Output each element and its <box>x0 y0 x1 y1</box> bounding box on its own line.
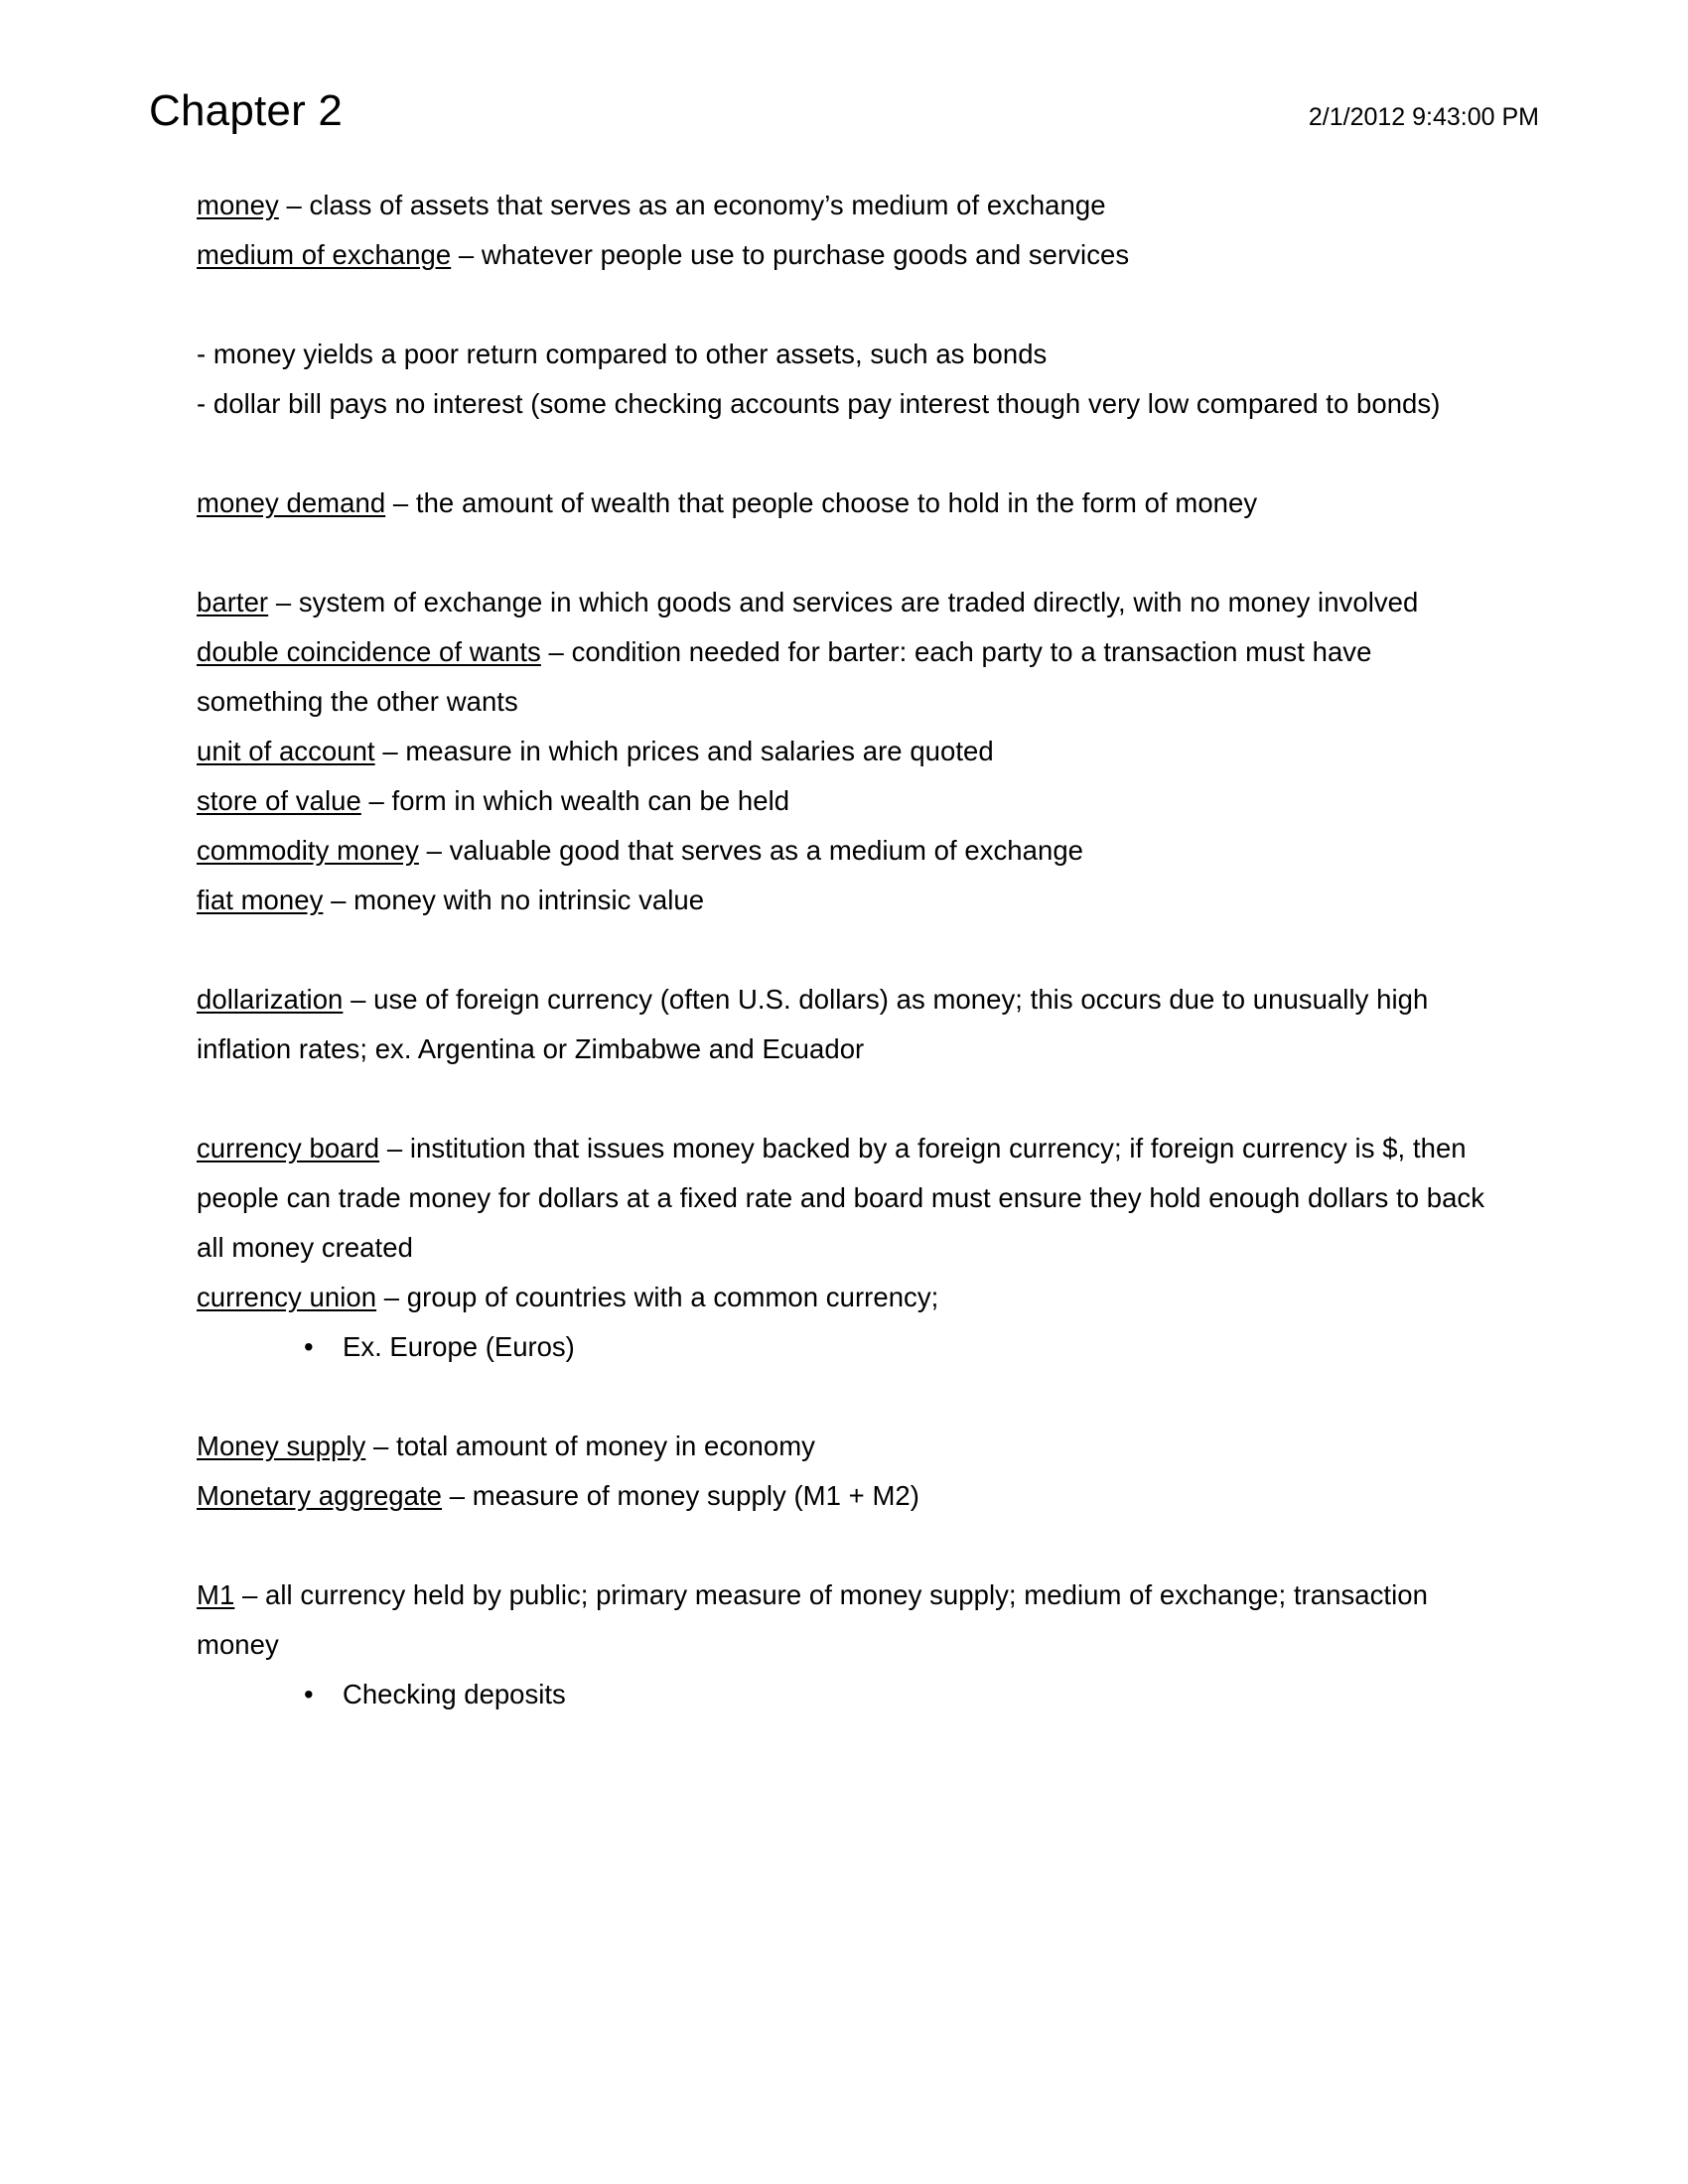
definition-line <box>197 578 1487 627</box>
paragraph-spacer <box>197 280 1487 330</box>
definition-line <box>197 876 1487 925</box>
paragraph-spacer <box>197 1372 1487 1422</box>
definition-line <box>197 1422 1487 1471</box>
document-body <box>197 181 1487 1719</box>
paragraph-spacer <box>197 1521 1487 1570</box>
defined-term: money <box>197 190 279 220</box>
definition-text: – condition needed for barter: each party to a transaction must have something the other wants <box>197 636 1372 717</box>
defined-term: double coincidence of wants <box>197 636 541 667</box>
defined-term: Money supply <box>197 1431 366 1461</box>
definition-line <box>197 181 1487 230</box>
paragraph-spacer <box>197 528 1487 578</box>
list-item <box>197 1670 1487 1719</box>
defined-term: fiat money <box>197 885 324 915</box>
definition-text: – class of assets that serves as an economy’s medium of exchange <box>278 190 1106 220</box>
document-header <box>149 87 1539 136</box>
definition-line <box>197 627 1487 727</box>
definition-line <box>197 1570 1487 1670</box>
defined-term: M1 <box>197 1579 235 1610</box>
definition-line <box>197 230 1487 280</box>
defined-term: currency board <box>197 1133 380 1163</box>
page-title: Chapter 2 <box>149 86 344 135</box>
paragraph-spacer <box>197 925 1487 975</box>
definition-text: – use of foreign currency (often U.S. dollars) as money; this occurs due to unusually high inflation rates; ex. Argentina or Zimbabwe and Ecuador <box>197 984 1429 1064</box>
definition-line <box>197 478 1487 528</box>
definition-text: – measure of money supply (M1 + M2) <box>442 1480 919 1511</box>
defined-term: commodity money <box>197 835 419 866</box>
definition-line <box>197 776 1487 826</box>
list-item-label: Ex. Europe (Euros) <box>343 1331 575 1362</box>
definition-text: - dollar bill pays no interest (some checking accounts pay interest though very low compared to bonds) <box>197 388 1441 419</box>
definition-line <box>197 1273 1487 1322</box>
bullet-icon: • <box>304 1679 314 1709</box>
definition-line <box>197 1471 1487 1521</box>
defined-term: Monetary aggregate <box>197 1480 443 1511</box>
defined-term: barter <box>197 587 269 617</box>
definition-text: – total amount of money in economy <box>365 1431 815 1461</box>
definition-line <box>197 330 1487 379</box>
list-item <box>197 1322 1487 1372</box>
defined-term: unit of account <box>197 736 375 766</box>
defined-term: medium of exchange <box>197 239 452 270</box>
definition-text: – group of countries with a common currency; <box>376 1282 939 1312</box>
defined-term: store of value <box>197 785 361 816</box>
bullet-list <box>197 1322 1487 1372</box>
definition-line <box>197 379 1487 429</box>
definition-line <box>197 975 1487 1074</box>
bullet-icon: • <box>304 1331 314 1362</box>
definition-text: – system of exchange in which goods and services are traded directly, with no money involved <box>268 587 1419 617</box>
definition-text: – all currency held by public; primary measure of money supply; medium of exchange; transaction money <box>197 1579 1428 1660</box>
list-item-label: Checking deposits <box>343 1679 566 1709</box>
paragraph-spacer <box>197 429 1487 478</box>
document-timestamp: 2/1/2012 9:43:00 PM <box>1308 103 1539 131</box>
defined-term: dollarization <box>197 984 344 1015</box>
definition-line <box>197 727 1487 776</box>
definition-text: – the amount of wealth that people choose to hold in the form of money <box>385 487 1258 518</box>
definition-line <box>197 1124 1487 1273</box>
defined-term: currency union <box>197 1282 377 1312</box>
definition-text: - money yields a poor return compared to other assets, such as bonds <box>197 339 1048 369</box>
definition-text: – form in which wealth can be held <box>360 785 790 816</box>
definition-text: – institution that issues money backed by a foreign currency; if foreign currency is $, then people can trade money for dollars at a fixed rate and board must ensure they hold enough dollars to back all money created <box>197 1133 1485 1263</box>
definition-text: – valuable good that serves as a medium of exchange <box>418 835 1084 866</box>
definition-text: – measure in which prices and salaries are quoted <box>374 736 994 766</box>
paragraph-spacer <box>197 1074 1487 1124</box>
bullet-list <box>197 1670 1487 1719</box>
definition-line <box>197 826 1487 876</box>
definition-text: – whatever people use to purchase goods and services <box>451 239 1130 270</box>
definition-text: – money with no intrinsic value <box>323 885 705 915</box>
defined-term: money demand <box>197 487 386 518</box>
